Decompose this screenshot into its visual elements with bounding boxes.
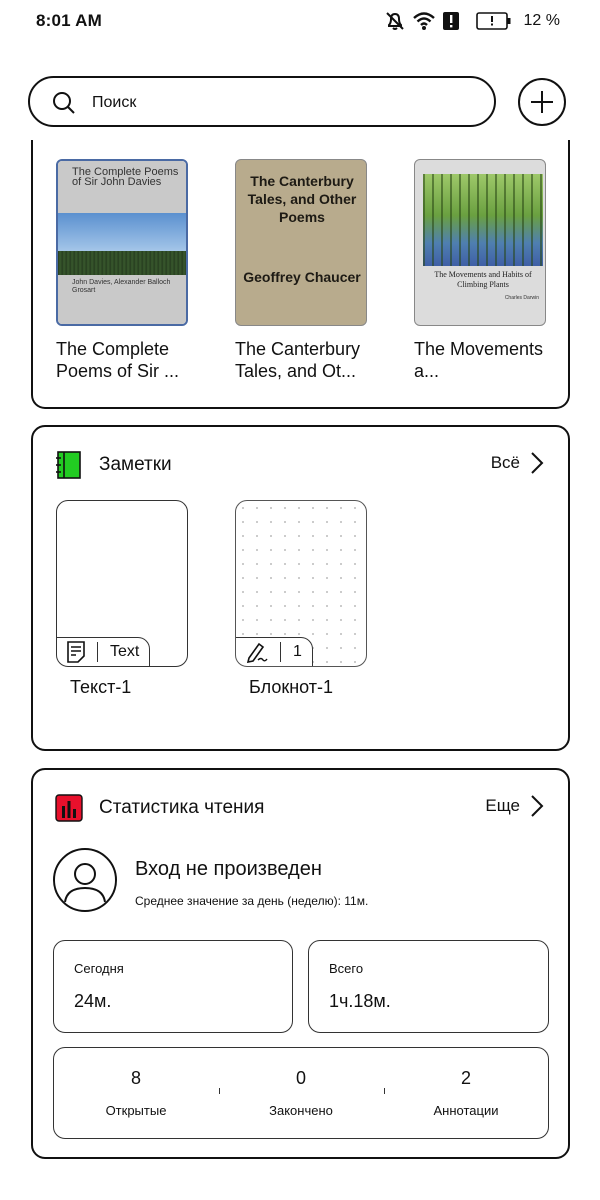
count-value: 8: [130, 1068, 141, 1088]
note-type-tag: [56, 637, 150, 667]
book-cover[interactable]: [414, 159, 546, 326]
divider: [219, 1088, 220, 1094]
search-input[interactable]: [92, 92, 472, 114]
cover-author: John Davies, Alexander Balloch Grosart: [72, 279, 171, 294]
book-item[interactable]: [56, 159, 188, 382]
note-label[interactable]: Блокнот-1: [249, 677, 334, 697]
count-opened[interactable]: [56, 1068, 216, 1118]
notes-title: Заметки: [99, 454, 172, 475]
today-stat: [53, 940, 293, 1033]
count-label: Закончено: [269, 1103, 333, 1118]
cover-title: The Complete Poems of Sir John Davies: [72, 166, 179, 188]
note-thumbnail[interactable]: [235, 500, 367, 667]
average-reading-text: Среднее значение за день (неделю): 11м.: [135, 894, 369, 908]
book-title[interactable]: The Movements a...: [414, 339, 544, 381]
status-time: 8:01 AM: [36, 11, 102, 30]
status-bar: [0, 0, 600, 44]
book-title[interactable]: The Canterbury Tales, and Ot...: [235, 339, 361, 381]
count-annotations[interactable]: [386, 1068, 546, 1118]
notes-see-all-link[interactable]: [491, 451, 544, 475]
user-icon: [55, 850, 115, 910]
see-all-label: Всё: [490, 453, 520, 472]
chevron-right-icon: [530, 794, 544, 818]
cover-author: Geoffrey Chaucer: [243, 269, 361, 285]
note-type-tag: [235, 637, 313, 667]
count-finished[interactable]: [221, 1068, 381, 1118]
pen-icon: [246, 641, 268, 663]
search-bar[interactable]: [28, 76, 496, 127]
note-item[interactable]: [235, 500, 367, 698]
total-label: Всего: [329, 961, 364, 976]
recent-books-card: [31, 140, 570, 409]
bell-off-icon: [384, 10, 406, 32]
battery-percent: 12 %: [523, 12, 560, 29]
book-item[interactable]: [235, 159, 367, 382]
cover-author: Charles Darwin: [504, 295, 539, 301]
note-tag-label: Text: [110, 643, 140, 660]
reading-counts: [53, 1047, 549, 1139]
text-document-icon: [67, 641, 85, 663]
notes-card: [31, 425, 570, 751]
more-label: Еще: [485, 796, 520, 815]
book-item[interactable]: [414, 159, 546, 382]
cover-title: The Canterbury Tales, and Other Poems: [247, 173, 357, 225]
bar-chart-icon: [55, 794, 83, 822]
today-label: Сегодня: [74, 961, 124, 976]
total-stat: [308, 940, 549, 1033]
divider: [384, 1088, 385, 1094]
stats-more-link[interactable]: [485, 794, 544, 818]
reading-stats-card: [31, 768, 570, 1159]
alert-icon: [442, 11, 460, 31]
login-status[interactable]: Вход не произведен: [135, 858, 322, 880]
status-icons: [384, 9, 560, 33]
add-button[interactable]: [518, 78, 566, 126]
note-tag-label: 1: [293, 643, 302, 660]
count-label: Открытые: [105, 1103, 167, 1118]
stats-title: Статистика чтения: [99, 797, 265, 818]
note-thumbnail[interactable]: [56, 500, 188, 667]
count-value: 2: [460, 1068, 471, 1088]
book-cover[interactable]: [235, 159, 367, 326]
wifi-icon: [412, 10, 436, 32]
cover-title: The Movements and Habits of Climbing Plants: [434, 270, 532, 289]
avatar[interactable]: [53, 848, 117, 912]
notebook-icon: [55, 451, 83, 479]
note-label[interactable]: Текст-1: [70, 677, 132, 697]
battery-icon: [476, 11, 512, 31]
count-value: 0: [295, 1068, 306, 1088]
book-cover[interactable]: [56, 159, 188, 326]
chevron-right-icon: [530, 451, 544, 475]
note-item[interactable]: [56, 500, 188, 698]
today-value: 24м.: [74, 991, 112, 1011]
search-icon: [52, 91, 76, 115]
count-label: Аннотации: [433, 1103, 499, 1118]
total-value: 1ч.18м.: [329, 991, 391, 1011]
book-title[interactable]: The Complete Poems of Sir ...: [56, 339, 180, 381]
